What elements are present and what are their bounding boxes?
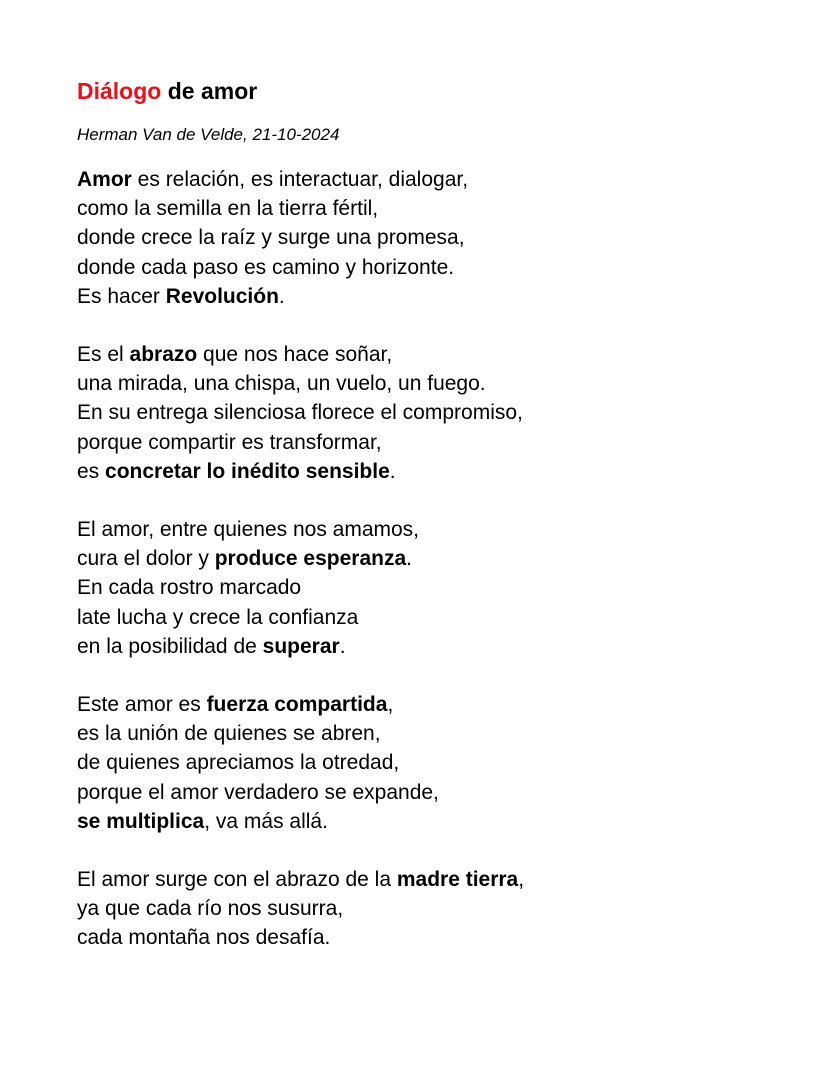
poem-line: Amor es relación, es interactuar, dialogar, [77,168,469,191]
poem-line: Este amor es fuerza compartida, [77,693,394,717]
poem-line: es concretar lo inédito sensible. [77,459,396,483]
poem-line: ya que cada río nos susurra, [77,897,344,921]
poem-line: donde crece la raíz y surge una promesa, [77,226,465,250]
poem-line: El amor, entre quienes nos amamos, [77,518,420,542]
poem-line: es la unión de quienes se abren, [77,722,381,746]
stanza [77,690,777,836]
poem-line: de quienes apreciamos la otredad, [77,751,400,775]
poem-line: como la semilla en la tierra fértil, [77,197,379,221]
poem-line: una mirada, una chispa, un vuelo, un fuego. [77,372,486,396]
poem-line: En cada rostro marcado [77,576,302,600]
poem-line: cada montaña nos desafía. [77,926,331,950]
stanza [77,865,777,953]
title-rest: de amor [167,78,258,104]
title-accent: Diálogo [77,78,162,104]
poem-line: Es hacer Revolución. [77,284,285,308]
poem-line: En su entrega silenciosa florece el compromiso, [77,401,523,425]
stanza [77,165,777,311]
poem-body [77,165,777,953]
poem-line: late lucha y crece la confianza [77,605,359,629]
stanza [77,340,777,486]
poem-line: El amor surge con el abrazo de la madre tierra, [77,868,525,892]
poem-line: porque compartir es transformar, [77,430,382,454]
poem-title [77,76,777,106]
poem-line: se multiplica, va más allá. [77,809,328,833]
poem-line: porque el amor verdadero se expande, [77,780,439,804]
poem-line: Es el abrazo que nos hace soñar, [77,343,393,367]
poem-line: en la posibilidad de superar. [77,634,346,658]
poem-line: donde cada paso es camino y horizonte. [77,255,455,279]
document-page [77,76,777,982]
poem-line: cura el dolor y produce esperanza. [77,547,412,571]
stanza [77,515,777,661]
author-date-line: Herman Van de Velde, 21-10-2024 [77,125,340,144]
